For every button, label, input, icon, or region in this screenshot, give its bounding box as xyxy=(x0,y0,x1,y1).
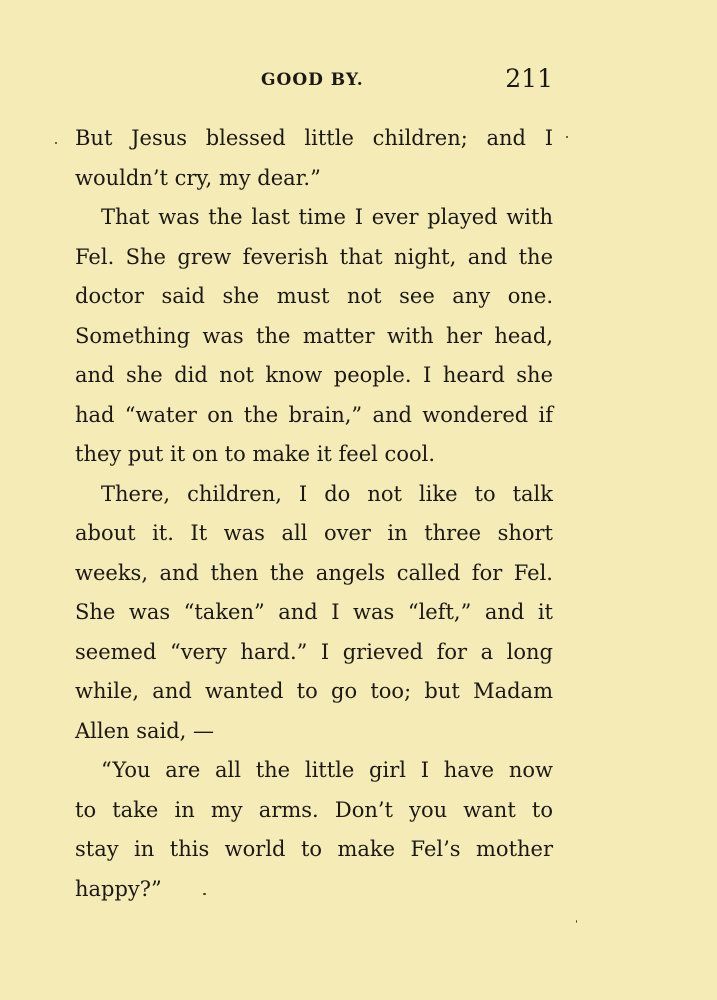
text-line: and she did not know people. I heard she xyxy=(75,363,553,387)
print-speck xyxy=(566,136,568,138)
body-text xyxy=(75,119,553,909)
text-line: happy?” xyxy=(75,876,162,901)
text-line: about it. It was all over in three short xyxy=(75,521,553,545)
chapter-title: GOOD BY. xyxy=(261,70,364,90)
page-number: 211 xyxy=(505,64,553,93)
text-line: doctor said she must not see any one. xyxy=(75,284,553,308)
print-speck xyxy=(55,142,57,144)
text-line: wouldn’t cry, my dear.” xyxy=(75,165,321,190)
text-line: But Jesus blessed little children; and I xyxy=(75,126,553,150)
text-line: they put it on to make it feel cool. xyxy=(75,442,435,466)
running-head xyxy=(75,64,553,94)
text-line: Allen said, — xyxy=(75,718,215,743)
text-line: She was “taken” and I was “left,” and it xyxy=(75,600,553,624)
text-line: Fel. She grew feverish that night, and the xyxy=(75,244,553,269)
text-line: That was the last time I ever played with xyxy=(101,205,553,229)
text-line: had “water on the brain,” and wondered if xyxy=(75,402,553,427)
text-line: to take in my arms. Don’t you want to xyxy=(75,797,553,822)
text-line: while, and wanted to go too; but Madam xyxy=(75,679,553,703)
text-line: There, children, I do not like to talk xyxy=(101,481,553,506)
print-speck xyxy=(203,893,206,895)
text-line: Something was the matter with her head, xyxy=(75,323,553,348)
text-line: stay in this world to make Fel’s mother xyxy=(75,837,553,861)
text-line: weeks, and then the angels called for Fel. xyxy=(75,560,553,585)
text-line: seemed “very hard.” I grieved for a long xyxy=(75,639,553,664)
text-line: “You are all the little girl I have now xyxy=(101,758,553,782)
print-speck xyxy=(576,920,577,923)
